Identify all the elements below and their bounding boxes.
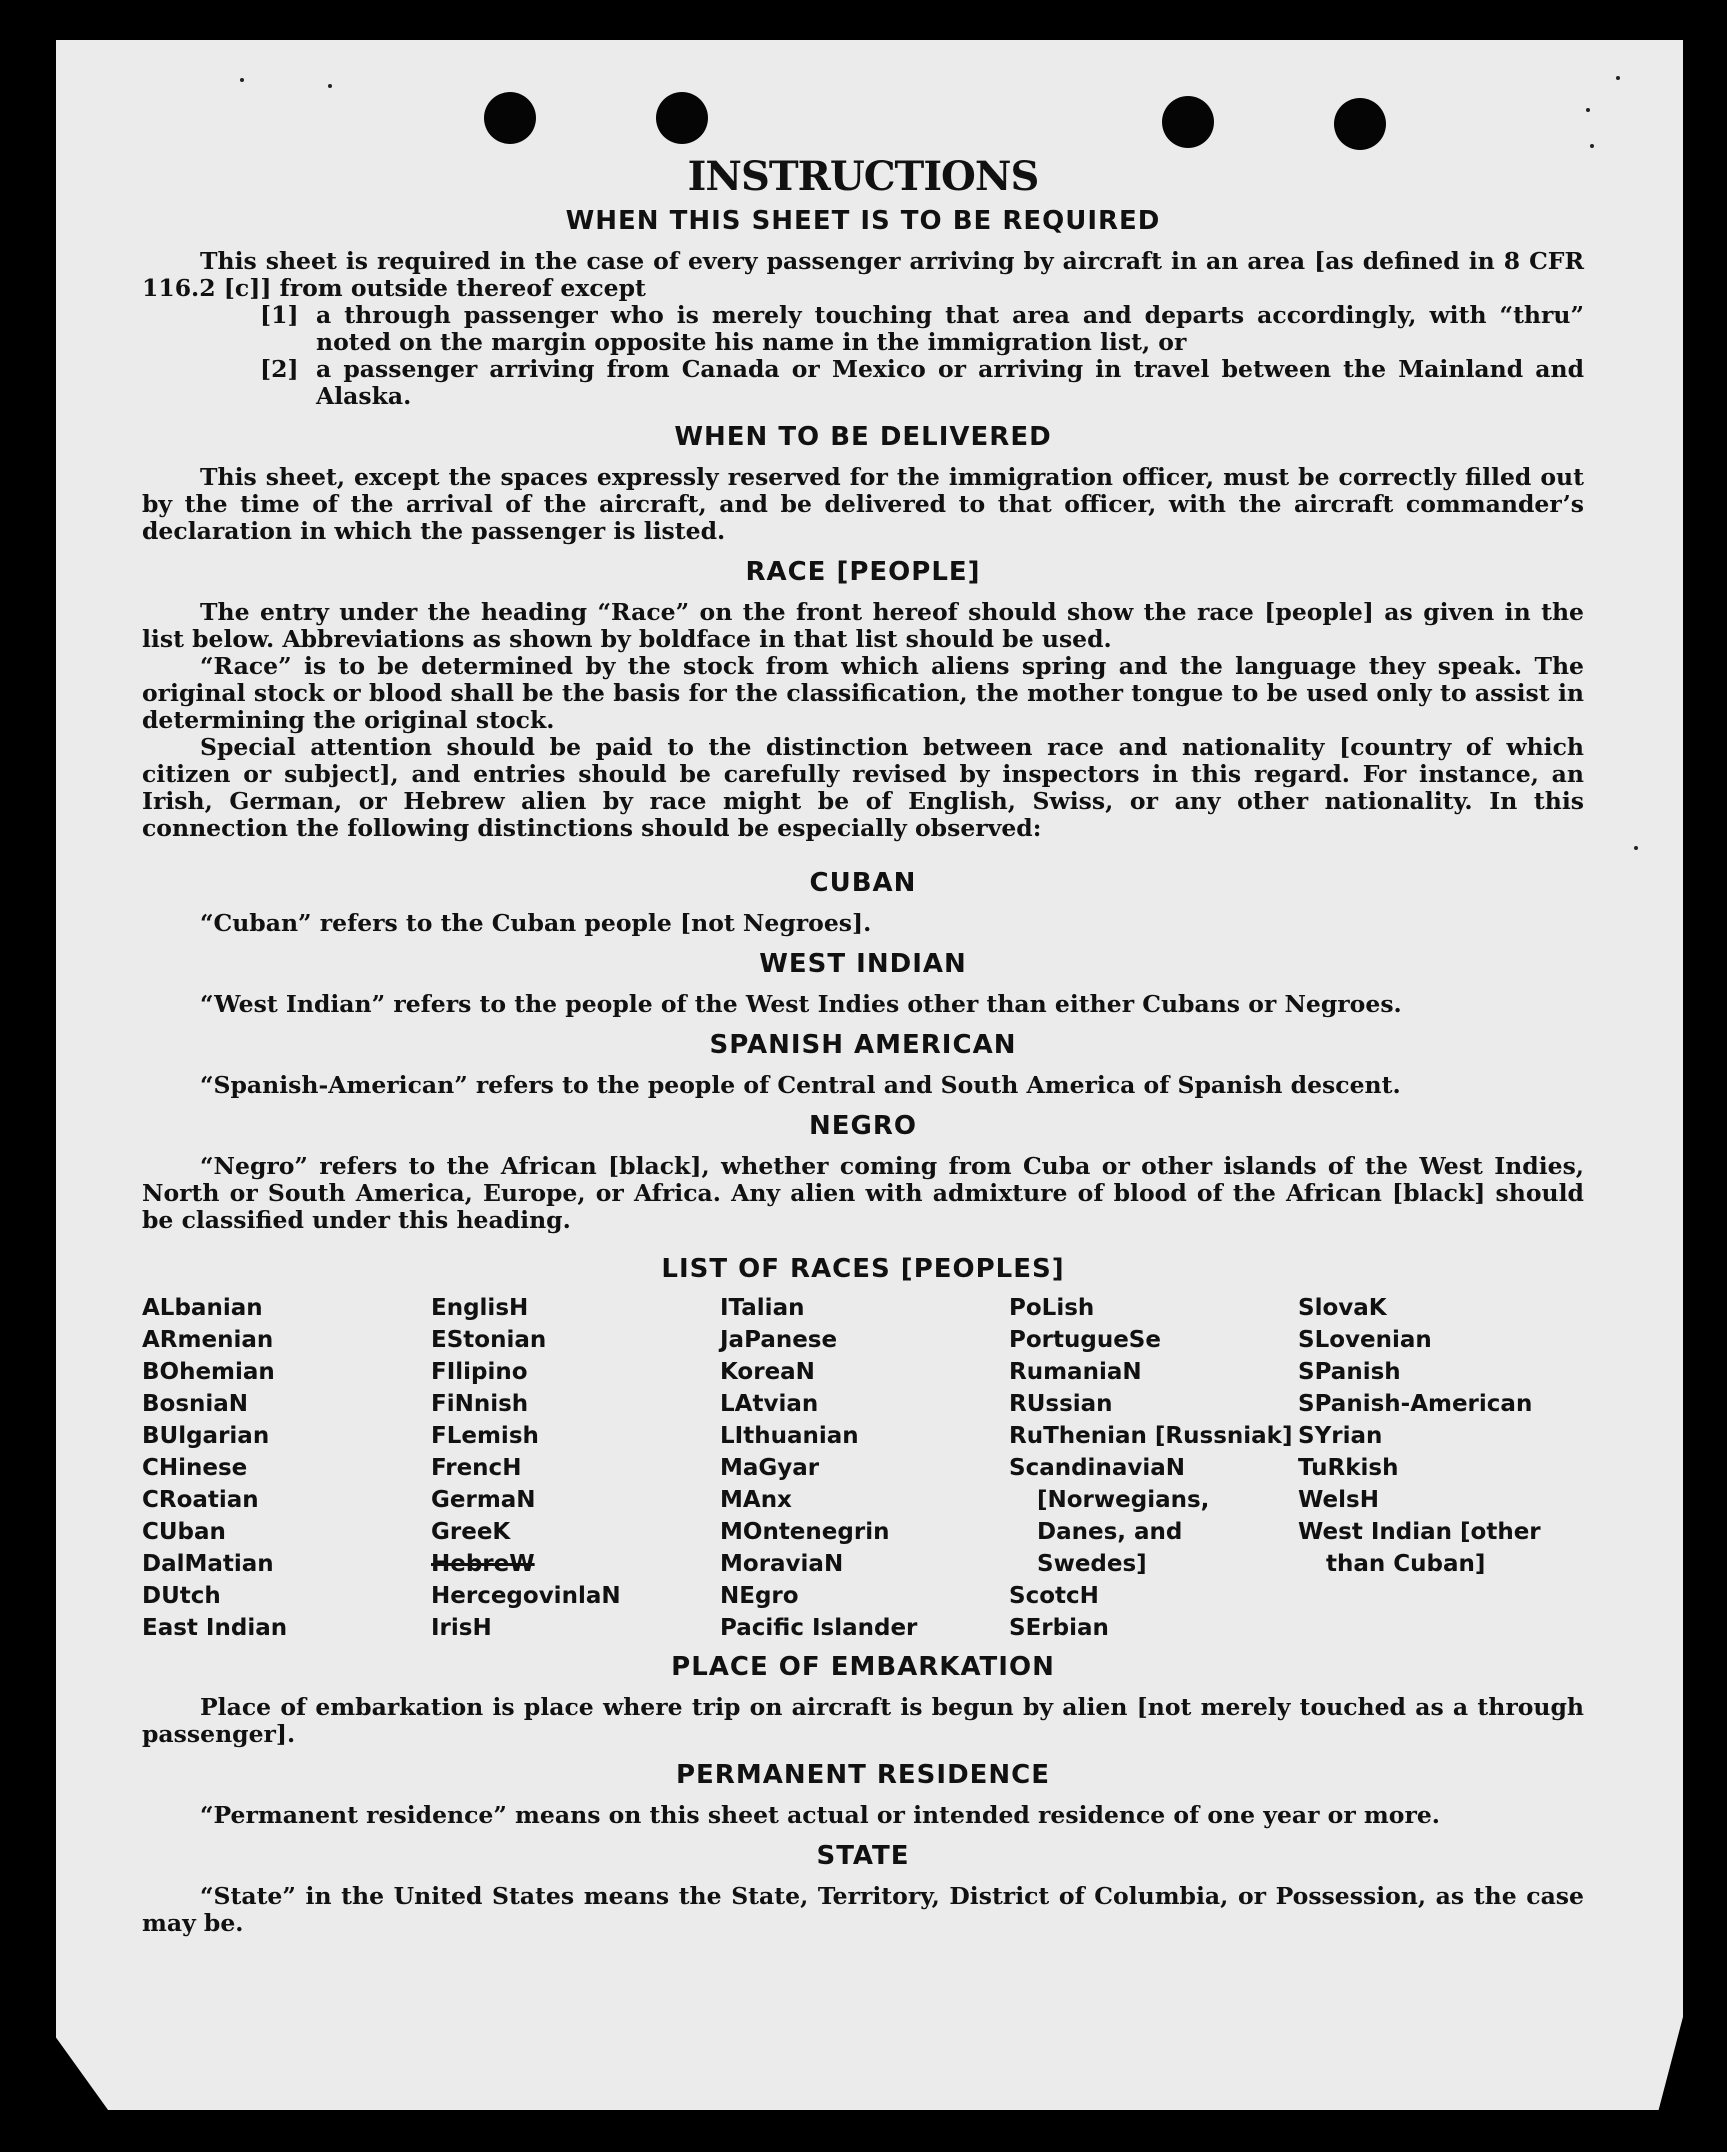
race-item: GermaN [431, 1487, 536, 1513]
section-negro [142, 1111, 1584, 1234]
race-item: SlovaK [1298, 1295, 1387, 1321]
section-state [142, 1841, 1584, 1937]
race-item: HercegovinlaN [431, 1583, 621, 1609]
race-item-struck: HebreW [431, 1551, 535, 1577]
race-item: BosniaN [142, 1391, 249, 1417]
section-heading: WHEN THIS SHEET IS TO BE REQUIRED [565, 206, 1161, 236]
section-list-of-races [142, 1254, 1584, 1644]
races-grid [142, 1292, 1584, 1644]
race-item: FIlipino [431, 1359, 528, 1385]
section-paragraph: The entry under the heading “Race” on the front hereof should show the race [people] as given in the list below. Abbreviations as shown by boldface in that list should be used. [142, 598, 1584, 653]
race-item: FrencH [431, 1455, 522, 1481]
race-item: ScotcH [1009, 1583, 1099, 1609]
section-place-of-embarkation [142, 1652, 1584, 1748]
section-spanish-american [142, 1030, 1584, 1099]
section-permanent-residence [142, 1760, 1584, 1829]
section-heading: LIST OF RACES [PEOPLES] [661, 1254, 1065, 1284]
race-item: West Indian [other than Cuban] [1298, 1519, 1541, 1577]
race-item: CUban [142, 1519, 226, 1545]
race-item: SYrian [1298, 1423, 1383, 1449]
race-item: SPanish-American [1298, 1391, 1533, 1417]
races-column [1009, 1292, 1298, 1644]
race-item: BUlgarian [142, 1423, 270, 1449]
list-item [260, 302, 1584, 356]
race-item: Pacific Islander [720, 1615, 918, 1641]
section-paragraph: “Cuban” refers to the Cuban people [not Negroes]. [200, 909, 872, 937]
section-paragraph: This sheet, except the spaces expressly reserved for the immigration officer, must be correctly filled out by the time of the arrival of the aircraft, and be delivered to that officer, with the aircraft commander’s declaration in which the passenger is listed. [142, 463, 1584, 545]
section-race [142, 557, 1584, 842]
race-item: WelsH [1298, 1487, 1379, 1513]
race-item: LAtvian [720, 1391, 819, 1417]
race-item: ARmenian [142, 1327, 274, 1353]
section-paragraph: “State” in the United States means the State, Territory, District of Columbia, or Possession, as the case may be. [142, 1882, 1584, 1937]
item-text: a through passenger who is merely touching that area and departs accordingly, with “thru” noted on the margin opposite his name in the immigration list, or [316, 301, 1584, 356]
race-item: IrisH [431, 1615, 492, 1641]
races-column [720, 1292, 1009, 1644]
race-item: BOhemian [142, 1359, 275, 1385]
race-item: KoreaN [720, 1359, 815, 1385]
race-item: ITalian [720, 1295, 805, 1321]
race-item: FLemish [431, 1423, 539, 1449]
race-item: CRoatian [142, 1487, 259, 1513]
race-item: MAnx [720, 1487, 792, 1513]
speck-icon [328, 84, 332, 88]
item-number: [2] [260, 355, 299, 383]
race-item: RumaniaN [1009, 1359, 1142, 1385]
section-west-indian [142, 949, 1584, 1018]
section-paragraph: This sheet is required in the case of every passenger arriving by aircraft in an area [as defined in 8 CFR 116.2 [c]] from outside thereof except [142, 247, 1584, 302]
race-item: East Indian [142, 1615, 288, 1641]
race-item: RUssian [1009, 1391, 1113, 1417]
race-item: SPanish [1298, 1359, 1401, 1385]
race-item: EnglisH [431, 1295, 529, 1321]
races-column [142, 1292, 431, 1644]
speck-icon [1590, 144, 1594, 148]
races-column [431, 1292, 720, 1644]
race-item: MoraviaN [720, 1551, 844, 1577]
race-item: PortugueSe [1009, 1327, 1161, 1353]
race-item: CHinese [142, 1455, 248, 1481]
section-heading: RACE [PEOPLE] [745, 557, 981, 587]
instructions-content [142, 150, 1584, 1937]
section-heading: WEST INDIAN [759, 949, 967, 979]
race-item: DUtch [142, 1583, 221, 1609]
race-item: GreeK [431, 1519, 511, 1545]
section-heading: CUBAN [809, 868, 917, 898]
section-heading: SPANISH AMERICAN [709, 1030, 1017, 1060]
race-item: PoLish [1009, 1295, 1095, 1321]
section-paragraph: Special attention should be paid to the distinction between race and nationality [country of which citizen or subject], and entries should be carefully revised by inspectors in this regard. For instance, an Irish, German, or Hebrew alien by race might be of English, Swiss, or any other nationality. In this connection the following distinctions should be especially observed: [142, 733, 1584, 842]
section-paragraph: “Race” is to be determined by the stock from which aliens spring and the language they speak. The original stock or blood shall be the basis for the classification, the mother tongue to be used only to assist in determining the original stock. [142, 652, 1584, 734]
race-item: TuRkish [1298, 1455, 1399, 1481]
punch-hole-icon [1334, 98, 1386, 150]
race-item: MOntenegrin [720, 1519, 890, 1545]
section-cuban [142, 868, 1584, 937]
race-item: EStonian [431, 1327, 547, 1353]
race-item: LIthuanian [720, 1423, 859, 1449]
item-number: [1] [260, 301, 299, 329]
section-heading: PERMANENT RESIDENCE [675, 1760, 1051, 1790]
punch-hole-icon [1162, 96, 1214, 148]
section-heading: NEGRO [809, 1111, 917, 1141]
section-paragraph: “Permanent residence” means on this sheet actual or intended residence of one year or more. [200, 1801, 1440, 1829]
race-item: DalMatian [142, 1551, 274, 1577]
race-item: RuThenian [Russniak] [1009, 1423, 1293, 1449]
race-item: SErbian [1009, 1615, 1109, 1641]
page-title: INSTRUCTIONS [687, 153, 1039, 200]
section-heading: WHEN TO BE DELIVERED [674, 422, 1052, 452]
section-when-delivered [142, 422, 1584, 545]
section-paragraph: Place of embarkation is place where trip on aircraft is begun by alien [not merely touched as a through passenger]. [142, 1693, 1584, 1748]
punch-hole-icon [484, 92, 536, 144]
punch-hole-icon [656, 92, 708, 144]
race-item: JaPanese [720, 1327, 838, 1353]
race-item: FiNnish [431, 1391, 529, 1417]
race-item: ALbanian [142, 1295, 263, 1321]
races-column [1298, 1292, 1587, 1644]
speck-icon [240, 78, 244, 82]
speck-icon [1634, 846, 1638, 850]
section-paragraph: “West Indian” refers to the people of the West Indies other than either Cubans or Negroes. [200, 990, 1402, 1018]
item-text: a passenger arriving from Canada or Mexico or arriving in travel between the Mainland and Alaska. [316, 355, 1584, 410]
race-item: NEgro [720, 1583, 799, 1609]
speck-icon [1586, 108, 1590, 112]
race-item: ScandinaviaN [Norwegians, Danes, and Swedes] [1009, 1455, 1210, 1577]
speck-icon [1616, 76, 1620, 80]
section-when-required [142, 206, 1584, 410]
section-paragraph: “Spanish-American” refers to the people of Central and South America of Spanish descent. [200, 1071, 1401, 1099]
race-item: MaGyar [720, 1455, 820, 1481]
section-heading: STATE [816, 1841, 910, 1871]
section-paragraph: “Negro” refers to the African [black], whether coming from Cuba or other islands of the West Indies, North or South America, Europe, or Africa. Any alien with admixture of blood of the African [black] should be classified under this heading. [142, 1152, 1584, 1234]
list-item [260, 356, 1584, 410]
section-heading: PLACE OF EMBARKATION [671, 1652, 1055, 1682]
race-item: SLovenian [1298, 1327, 1432, 1353]
